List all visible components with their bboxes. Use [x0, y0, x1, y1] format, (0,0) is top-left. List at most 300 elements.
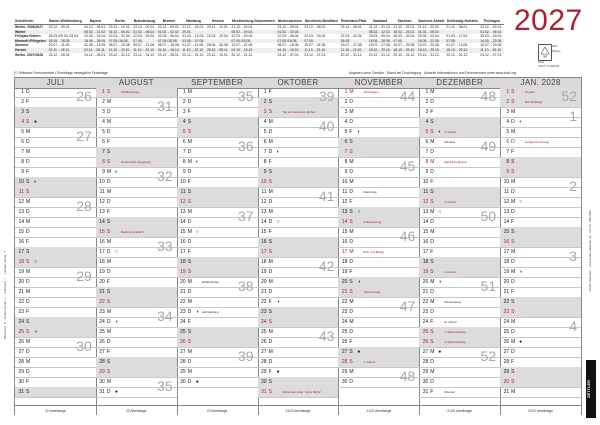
weekday-letter: M	[511, 339, 516, 345]
weekday-letter: S	[26, 329, 30, 335]
weekday-letter: S	[268, 239, 272, 245]
weekday-letter: S	[349, 349, 353, 355]
weekday-letter: S	[430, 129, 434, 135]
day-number: 10	[99, 179, 105, 185]
week-number: 50	[480, 208, 497, 224]
weekday-letter: F	[430, 249, 434, 255]
weekday-letter: F	[268, 159, 272, 165]
fsc-tree-icon	[538, 44, 552, 61]
day-number: 29	[341, 369, 348, 375]
holidays-cell: 07.05./18.05.	[157, 39, 182, 44]
holidays-cell: 11.10. - 22.10.	[182, 47, 204, 52]
weekday-letter: M	[187, 279, 192, 285]
weekday-letter: S	[187, 199, 192, 205]
weekday-letter: F	[511, 359, 515, 365]
weekday-letter: M	[511, 109, 516, 115]
weekday-letter: D	[511, 329, 515, 335]
holidays-header-cell: Bremen	[157, 6, 182, 25]
day-number: 9	[182, 169, 186, 175]
holidays-cell: 22.03. - 03.04.	[133, 34, 156, 39]
day-number: 26	[341, 339, 348, 345]
holidays-cell: 08.02. - 12.02.	[84, 29, 107, 34]
holidays-cell: 21.12. - 31.12.	[368, 25, 391, 29]
moon-phase-icon: ◑	[195, 309, 199, 315]
day-number: 3	[344, 109, 348, 115]
weekday-letter: D	[106, 179, 111, 185]
day-number: 8	[263, 159, 267, 165]
week-number: 43	[318, 328, 335, 344]
holidays-cell: 01.07. - 13.08.	[446, 43, 469, 48]
day-number: 24	[341, 319, 348, 325]
week-number: 52	[561, 88, 577, 104]
weekday-letter: M	[511, 129, 516, 135]
day-note: Herbstanfang	[201, 310, 219, 314]
day-number: 13	[18, 209, 24, 215]
day-number: 11	[423, 189, 429, 195]
day-number: 14	[503, 219, 510, 225]
day-number: 11	[261, 189, 267, 195]
working-days-count: 20/21 Arbeitstage	[500, 405, 581, 416]
day-number: 4	[102, 119, 105, 125]
day-row	[258, 387, 339, 398]
holidays-cell: 23.12. - 07.01.	[304, 52, 327, 57]
day-number: 22	[341, 299, 348, 305]
day-number: 5	[21, 129, 24, 135]
holidays-header-cell: Bayern	[83, 6, 108, 25]
holidays-cell: 10.07. - 20.08.	[393, 43, 416, 48]
day-number: 13	[341, 209, 348, 215]
weekday-letter: D	[349, 189, 354, 195]
weekday-letter: F	[268, 369, 272, 375]
moon-phase-icon: ◐	[357, 129, 361, 135]
holidays-cell: 01.02. - 06.02.	[417, 30, 445, 35]
day-number: 2	[182, 99, 186, 105]
day-number: 27	[99, 349, 105, 355]
day-note: Allerheiligen	[363, 90, 379, 94]
day-number: 28	[180, 359, 186, 365]
moon-phase-icon: ●	[34, 119, 38, 125]
weekday-letter: D	[268, 339, 273, 345]
weekday-letter: S	[106, 149, 111, 155]
weekday-letter: S	[511, 169, 515, 175]
moon-phase-icon: ●	[357, 349, 361, 355]
weekday-letter: M	[430, 139, 435, 145]
day-note: Friedensfest (Augsburg)	[120, 160, 151, 164]
moon-phase-icon: ◑	[438, 279, 442, 285]
month-header: JULI	[15, 77, 96, 89]
weekday-letter: M	[430, 299, 435, 305]
moon-phase-icon: ●	[114, 389, 118, 395]
day-number: 16	[180, 239, 186, 245]
day-number: 8	[21, 159, 24, 165]
day-number: 26	[422, 339, 429, 345]
day-number: 23	[341, 309, 348, 315]
day-number: 4	[263, 119, 267, 125]
day-number: 6	[182, 139, 186, 145]
day-number: 23	[261, 309, 267, 315]
day-number: 18	[18, 259, 24, 265]
holidays-header-cell: Sachsen	[392, 6, 417, 25]
moon-phase-icon: ●	[438, 349, 442, 355]
day-number: 7	[263, 149, 267, 155]
day-number: 24	[18, 319, 24, 325]
weekday-letter: F	[349, 339, 353, 345]
day-number: 12	[99, 199, 105, 205]
moon-phase-icon: ◑	[519, 269, 523, 275]
day-number: 9	[21, 169, 24, 175]
week-number: 26	[76, 88, 92, 104]
day-number: 15	[99, 229, 105, 235]
week-number: 44	[399, 88, 416, 104]
day-number: 28	[341, 359, 348, 365]
weekday-letter: D	[268, 129, 273, 135]
holidays-cell: 23.12. - 02.01.	[133, 25, 156, 29]
day-number: 26	[261, 339, 267, 345]
weekday-letter: M	[430, 209, 435, 215]
weekday-letter: D	[26, 279, 30, 285]
day-number: 27	[180, 349, 186, 355]
holidays-cell: 23.12. - 10.01.	[206, 52, 229, 57]
day-number: 18	[341, 259, 348, 265]
day-number: 24	[180, 319, 186, 325]
day-number: 6	[425, 139, 429, 145]
day-number: 12	[503, 199, 510, 205]
day-number: 8	[344, 159, 348, 165]
holidays-cell: 23.12. - 09.01.	[277, 25, 300, 29]
day-number: 7	[506, 149, 510, 155]
moon-phase-icon: ◐	[438, 129, 442, 135]
weekday-letter: M	[106, 309, 112, 315]
day-number: 21	[99, 289, 105, 295]
holidays-cell: 18.10. - 29.10.	[368, 47, 391, 52]
moon-phase-icon: ◐	[114, 169, 118, 175]
weekday-letter: F	[268, 299, 272, 305]
holidays-cell: 07.05.	[132, 39, 157, 44]
day-number: 19	[180, 269, 186, 275]
day-number: 13	[180, 209, 186, 215]
day-number: 8	[506, 159, 510, 165]
holidays-cell: 25.03./29.03.-03.04.	[48, 34, 79, 39]
weekday-letter: M	[26, 199, 31, 205]
holidays-header-row	[14, 6, 504, 25]
day-number: 30	[341, 379, 348, 385]
weekday-letter: M	[268, 139, 273, 145]
weekday-letter: S	[349, 209, 353, 215]
weekday-letter: M	[268, 259, 273, 265]
day-number: 14	[18, 219, 24, 225]
holidays-cell: 24.12. - 08.01.	[84, 25, 107, 29]
holidays-row-label: Sommer	[15, 43, 29, 48]
week-number: 47	[399, 298, 416, 314]
weekday-letter: M	[511, 199, 516, 205]
weekday-letter: D	[106, 249, 111, 255]
day-note: 1. Advent	[363, 360, 376, 364]
moon-phase-icon: ○	[519, 199, 523, 205]
weekday-letter: S	[26, 389, 30, 395]
day-number: 3	[102, 109, 105, 115]
weekday-letter: D	[511, 279, 515, 285]
day-number: 17	[261, 249, 267, 255]
day-number: 20	[18, 279, 24, 285]
working-days-count: 21/22 Arbeitstage	[338, 405, 419, 416]
holidays-cell: 23.12. - 08.01.	[157, 52, 180, 57]
weekday-letter: M	[430, 229, 435, 235]
weekday-letter: S	[349, 139, 353, 145]
day-number: 12	[18, 199, 24, 205]
day-number: 11	[180, 189, 186, 195]
week-number: 30	[76, 338, 92, 354]
holidays-header-cell: Nordrhein-Westfalen	[303, 6, 339, 25]
day-note: Reformationstag · Ende MESZ	[282, 390, 321, 394]
day-number: 5	[182, 129, 186, 135]
holidays-cell: 15.02. - 26.02.	[393, 29, 416, 34]
day-number: 28	[99, 359, 105, 365]
day-number: 26	[180, 339, 186, 345]
weekday-letter: M	[106, 189, 112, 195]
weekday-letter: M	[106, 259, 112, 265]
holidays-cell: 22.03. - 02.04.	[108, 34, 131, 39]
day-number: 17	[503, 249, 510, 255]
holidays-cell: 04.10. - 16.10.	[157, 47, 180, 52]
moon-phase-icon: ●	[195, 379, 199, 385]
day-number: 26	[99, 339, 105, 345]
weekday-letter: S	[349, 219, 353, 225]
day-note: Winteranfang	[444, 300, 461, 304]
day-number: 3	[425, 109, 429, 115]
weekday-letter: M	[511, 269, 516, 275]
holidays-cell: 12.07. - 21.08.	[231, 43, 254, 48]
holidays-row	[14, 53, 504, 58]
moon-phase-icon: ◑	[357, 279, 361, 285]
month-column	[419, 77, 501, 415]
weekday-letter: D	[349, 119, 354, 125]
day-number: 10	[180, 179, 186, 185]
weekday-letter: S	[106, 89, 111, 95]
day-number: 13	[503, 209, 510, 215]
notes-right: Angaben ohne Gewähr · Stand bei Drucklegung · Aktuelle Informationen und Ferientermine unter www.kmk.org	[349, 71, 516, 75]
day-number: 30	[180, 379, 186, 385]
weekday-letter: D	[187, 99, 192, 105]
day-number: 31	[261, 389, 267, 395]
weekday-letter: S	[106, 359, 111, 365]
day-number: 9	[263, 169, 267, 175]
weekday-letter: S	[349, 289, 353, 295]
day-number: 27	[341, 349, 348, 355]
day-number: 7	[425, 149, 429, 155]
weekday-letter: D	[349, 169, 354, 175]
moon-phase-icon: ○	[357, 209, 361, 215]
day-number: 28	[503, 359, 510, 365]
weekday-letter: M	[106, 379, 112, 385]
day-number: 15	[341, 229, 348, 235]
day-number: 5	[344, 129, 348, 135]
weekday-letter: D	[106, 389, 111, 395]
weekday-letter: F	[349, 129, 353, 135]
weekday-letter: M	[106, 239, 112, 245]
holidays-cell: 01.07. - 11.08.	[182, 43, 204, 48]
day-number: 24	[261, 319, 267, 325]
weekday-letter: M	[268, 119, 273, 125]
weekday-letter: D	[349, 259, 354, 265]
weekday-letter: D	[26, 229, 30, 235]
weekday-letter: D	[430, 309, 434, 315]
day-note: Hl. Abend	[444, 320, 457, 324]
weekday-letter: S	[268, 249, 272, 255]
weekday-letter: D	[187, 309, 192, 315]
holidays-cell: 21.12. - 02.01.	[393, 25, 416, 29]
weekday-letter: M	[349, 109, 354, 115]
week-number: 40	[318, 118, 335, 134]
month-column	[338, 77, 420, 415]
month-column	[258, 77, 340, 415]
holidays-cell: 20.12. - 31.12.	[231, 52, 254, 57]
weekday-letter: D	[187, 359, 192, 365]
holidays-cell: 01.02. - 06.02.	[480, 29, 503, 34]
day-number: 19	[503, 269, 510, 275]
holidays-cell: 23.12. - 09.01.	[157, 25, 180, 29]
weekday-letter: S	[511, 379, 515, 385]
holidays-cell: 23.12. - 09.01.	[48, 25, 71, 29]
weekday-letter: D	[349, 379, 354, 385]
day-number: 21	[503, 289, 510, 295]
weekday-letter: S	[106, 369, 111, 375]
holidays-cell: 11.10. - 23.10.	[303, 48, 339, 53]
weekday-letter: S	[187, 259, 192, 265]
holidays-cell: 23.12. - 06.01.	[340, 25, 363, 29]
holidays-row-label: Herbst	[14, 48, 48, 53]
weekday-letter: D	[106, 199, 111, 205]
day-number: 2	[263, 99, 267, 105]
school-holidays-table	[14, 6, 504, 57]
holidays-cell: 07.05.	[392, 39, 417, 44]
weekday-letter: D	[268, 149, 273, 155]
day-note: Neujahr	[525, 90, 535, 94]
day-number: 14	[99, 219, 105, 225]
working-days-count: 21/22 Arbeitstage	[419, 405, 500, 416]
day-number: 1	[344, 89, 348, 95]
holidays-cell: 18.05. - 28.05.	[48, 39, 84, 44]
holidays-cell: 22.03. - 03.04.	[84, 34, 107, 39]
day-note: Buß- und Bettag	[363, 250, 384, 254]
day-number: 3	[21, 109, 24, 115]
weekday-letter: S	[511, 299, 515, 305]
day-number: 15	[180, 229, 186, 235]
day-number: 12	[261, 199, 267, 205]
weekday-letter: D	[268, 359, 273, 365]
weekday-letter: D	[26, 159, 30, 165]
holidays-cell: 22.03. - 03.04.	[304, 34, 327, 39]
weekday-letter: M	[430, 349, 435, 355]
day-number: 2	[506, 99, 510, 105]
weekday-letter: S	[187, 129, 192, 135]
weekday-letter: M	[511, 319, 516, 325]
holidays-cell: 07.05./18.05.	[108, 39, 133, 44]
holidays-cell: 01.02. - 06.02.	[133, 29, 156, 34]
weekday-letter: S	[268, 309, 272, 315]
weekday-letter: D	[268, 289, 273, 295]
day-number: 16	[99, 239, 105, 245]
holidays-cell: 23.12. - 08.01.	[48, 52, 71, 57]
day-number: 31	[99, 389, 105, 395]
day-number: 3	[263, 109, 267, 115]
week-number: 37	[237, 208, 254, 224]
day-number: 29	[99, 369, 105, 375]
holidays-cell: 29.07. - 11.09.	[48, 43, 71, 48]
holidays-cell: 10.07. - 20.08.	[417, 43, 440, 48]
week-number: 4	[569, 318, 577, 334]
holidays-cell: 23.12. - 31.12.	[133, 52, 156, 57]
holidays-header-cell: Brandenburg	[132, 6, 157, 25]
day-number: 2	[425, 99, 429, 105]
week-number: 35	[157, 378, 173, 394]
day-note: 2. Weihnachtstag	[444, 340, 466, 344]
holidays-cell: 08.07. - 18.08.	[157, 43, 180, 48]
week-number: 2	[569, 178, 577, 194]
holidays-cell: 23.12. - 02.01.	[480, 25, 503, 29]
holidays-header-cell: Schulferien	[14, 6, 48, 25]
day-number: 6	[506, 139, 510, 145]
day-number: 1	[425, 89, 429, 95]
weekday-letter: S	[430, 199, 434, 205]
holidays-cell: 11.10. - 30.10.	[479, 48, 504, 53]
day-number: 20	[180, 279, 186, 285]
day-number: 11	[503, 189, 510, 195]
holidays-cell: 19.07. - 27.08.	[340, 43, 363, 48]
weekday-letter: D	[268, 269, 273, 275]
fsc-paper: Papier	[552, 49, 561, 53]
weekday-letter: S	[187, 119, 192, 125]
day-number: 21	[180, 289, 186, 295]
holidays-row-label: Weihn. 2027/2028	[15, 52, 44, 57]
weekday-letter: S	[430, 329, 434, 335]
weekday-letter: M	[187, 89, 192, 95]
day-number: 25	[261, 329, 267, 335]
day-number: 27	[503, 349, 510, 355]
weekday-letter: S	[106, 299, 111, 305]
day-number: 4	[506, 119, 510, 125]
week-number: 35	[237, 88, 254, 104]
day-note: Mariä Himmelfahrt	[120, 230, 144, 234]
holidays-cell: 21.12. - 01.01.	[182, 25, 205, 29]
day-number: 24	[99, 319, 105, 325]
week-number: 48	[480, 88, 497, 104]
day-note: Volkstrauertag	[363, 220, 382, 224]
day-number: 6	[344, 139, 348, 145]
day-note: 2. Advent	[444, 130, 456, 134]
holidays-cell: 07.05.	[303, 39, 339, 44]
weekday-letter: D	[430, 99, 434, 105]
weekday-letter: F	[268, 89, 272, 95]
holidays-cell: 23.12. - 31.12.	[108, 52, 131, 57]
holidays-header-cell: Thüringen	[479, 6, 504, 25]
holidays-cell: 11.10. - 22.10.	[340, 48, 368, 53]
weekday-letter: S	[511, 99, 515, 105]
weekday-letter: D	[430, 169, 434, 175]
holidays-cell: 08.07. - 21.08.	[133, 43, 156, 48]
holidays-cell: 21.12. - 02.01.	[417, 25, 440, 29]
day-number: 10	[18, 179, 24, 185]
holidays-cell: 10.07. - 20.08.	[480, 43, 503, 48]
weekday-letter: S	[430, 259, 434, 265]
weekday-letter: M	[511, 249, 516, 255]
day-number: 19	[261, 269, 267, 275]
weekday-letter: M	[106, 119, 112, 125]
weekday-letter: M	[106, 99, 112, 105]
holidays-cell: 01.03. - 12.03.	[182, 34, 205, 39]
day-number: 25	[341, 329, 348, 335]
holidays-cell: 20.12. - 31.12.	[446, 52, 469, 57]
day-number: 13	[422, 209, 429, 215]
